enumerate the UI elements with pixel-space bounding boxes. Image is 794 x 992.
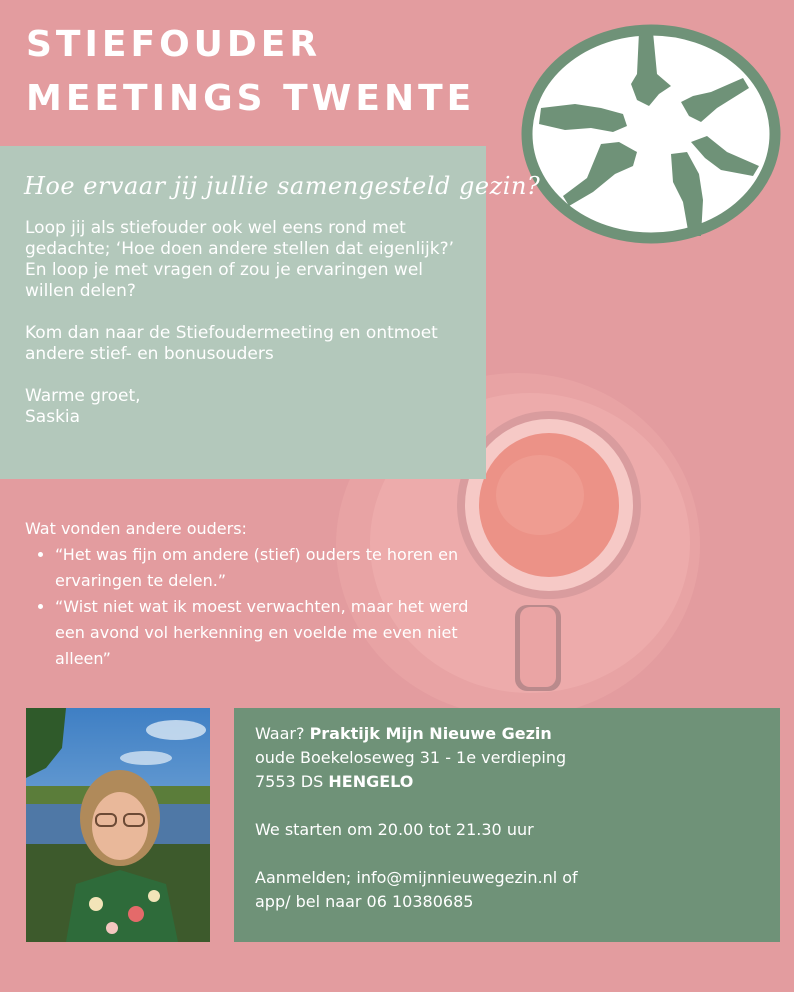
title-line-2: MEETINGS TWENTE	[26, 78, 476, 119]
intro-paragraph-1: Loop jij als stiefouder ook wel eens rond met gedachte; ‘Hoe doen andere stellen dat eigenlijk?’	[25, 218, 455, 259]
hands-circle-logo	[521, 24, 781, 244]
reviews-list	[25, 542, 475, 672]
venue-line	[255, 722, 755, 746]
intro-paragraph-2: En loop je met vragen of zou je ervaringen wel willen delen?	[25, 260, 424, 301]
review-item: • “Het was fijn om andere (stief) ouders te horen en ervaringen te delen.”	[55, 542, 475, 594]
tagline: Hoe ervaar jij jullie samengesteld gezin?	[24, 172, 541, 200]
review-item: • “Wist niet wat ik moest verwachten, maar het werd een avond vol herkenning en voelde me even niet alleen”	[55, 594, 475, 672]
contact: app/ bel naar 06 10380685	[255, 892, 474, 911]
greeting: Warme groet,	[25, 386, 141, 406]
signup: Aanmelden; info@mijnnieuwegezin.nl of	[255, 868, 578, 887]
reviews-section	[25, 516, 475, 672]
title-line-1: STIEFOUDER	[26, 24, 322, 65]
venue-name: Praktijk Mijn Nieuwe Gezin	[309, 724, 552, 743]
city: HENGELO	[328, 772, 414, 791]
where-label: Waar?	[255, 724, 310, 743]
intro-text	[25, 218, 465, 428]
page-title	[26, 18, 475, 126]
address: oude Boekeloseweg 31 - 1e verdieping	[255, 748, 567, 767]
postcode: 7553 DS	[255, 772, 329, 791]
postcode-line	[255, 770, 755, 794]
intro-paragraph-3: Kom dan naar de Stiefoudermeeting en ontmoet andere stief- en bonusouders	[25, 323, 438, 364]
info-text	[255, 722, 755, 914]
signature: Saskia	[25, 407, 81, 427]
time: We starten om 20.00 tot 21.30 uur	[255, 820, 534, 839]
reviews-heading: Wat vonden andere ouders:	[25, 519, 247, 538]
portrait-photo	[26, 708, 210, 942]
